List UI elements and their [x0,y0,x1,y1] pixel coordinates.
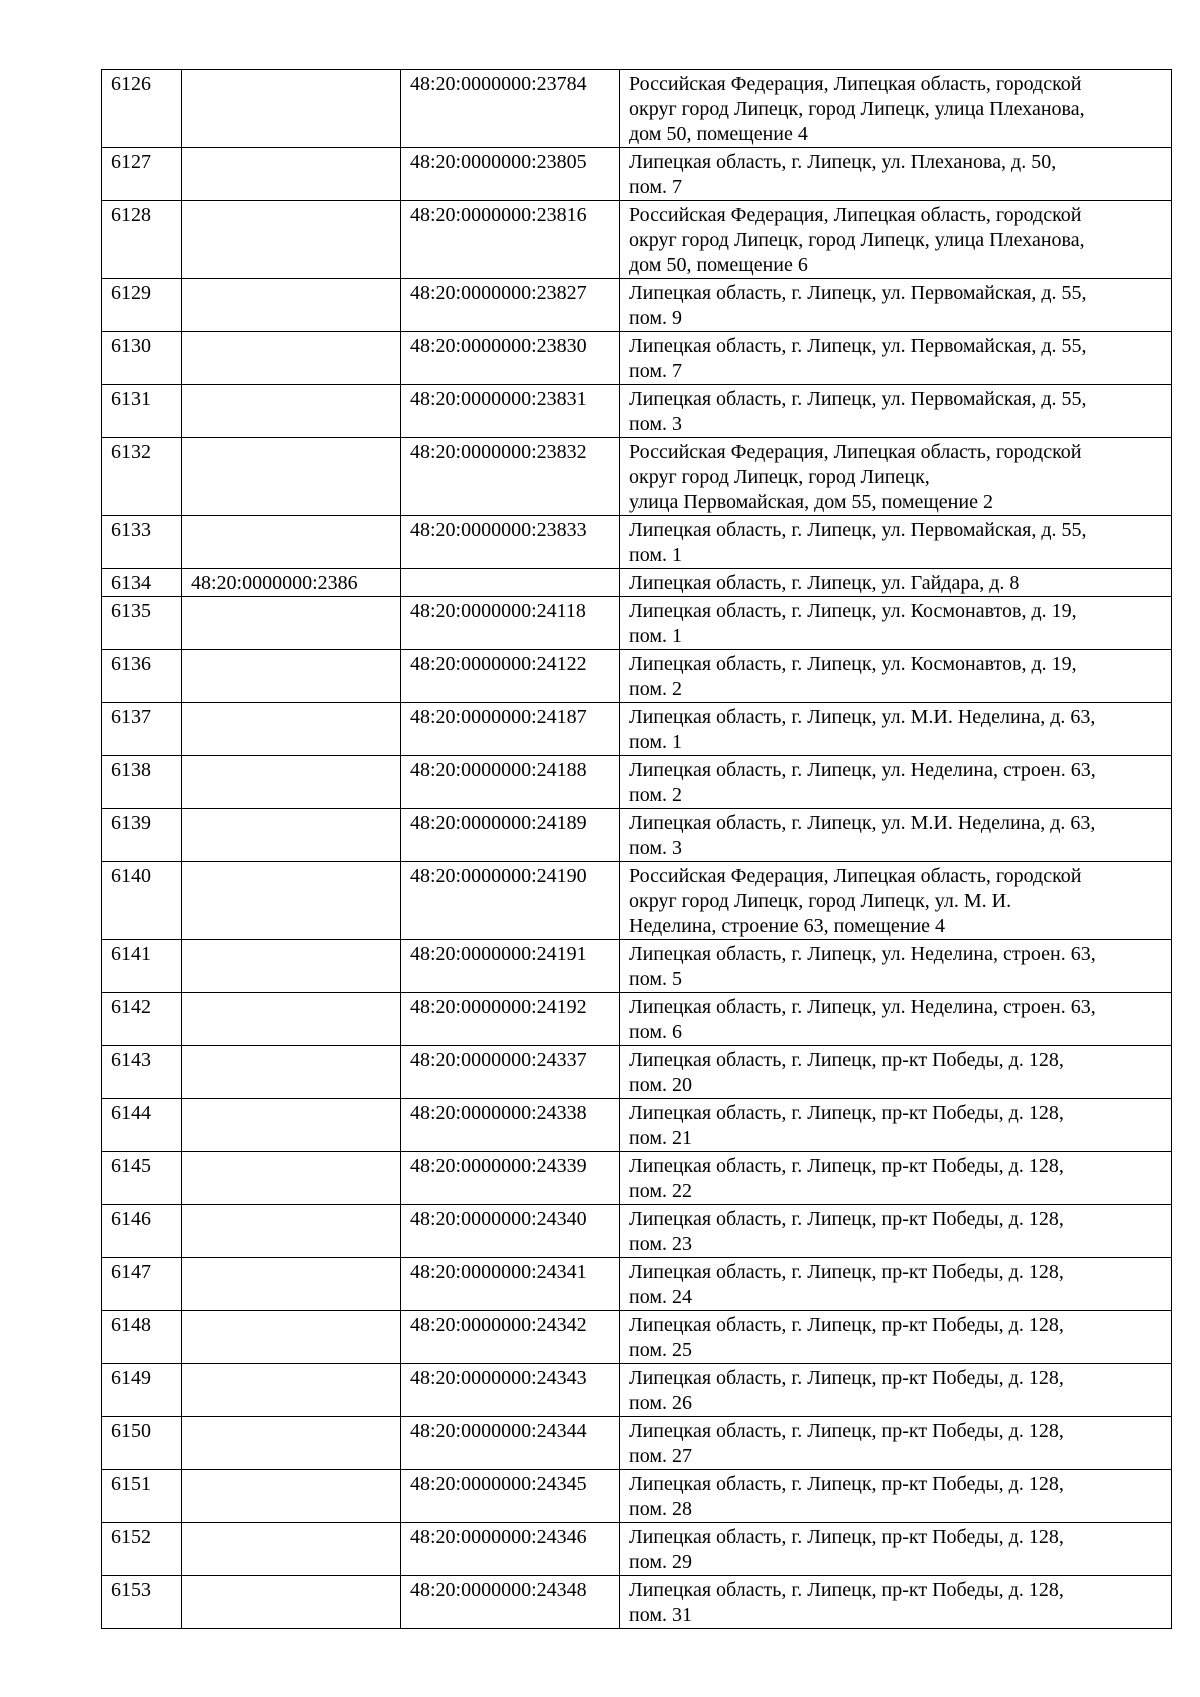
address-cell [620,1470,1172,1523]
cadastral-number-cell: 48:20:0000000:23816 [401,201,620,279]
address-line: дом 50, помещение 4 [629,123,808,145]
address-line: Липецкая область, г. Липецк, пр-кт Победы, д. 128, [629,1155,1064,1177]
row-number-cell: 6134 [102,569,182,597]
address-line: Российская Федерация, Липецкая область, городской [629,441,1082,463]
land-cadastral-number-cell [182,1364,401,1417]
land-cadastral-number-cell [182,1311,401,1364]
land-cadastral-number-cell [182,332,401,385]
address-cell [620,1099,1172,1152]
row-number-cell: 6142 [102,993,182,1046]
table-row [102,1258,1172,1311]
address-line: пом. 3 [629,413,682,435]
table-row [102,569,1172,597]
address-line: округ город Липецк, город Липецк, ул. М. И. [629,890,1012,912]
address-line: Липецкая область, г. Липецк, ул. Неделина, строен. 63, [629,759,1096,781]
cadastral-number-cell: 48:20:0000000:24344 [401,1417,620,1470]
cadastral-number-cell: 48:20:0000000:24188 [401,756,620,809]
address-line: дом 50, помещение 6 [629,254,808,276]
table-row [102,993,1172,1046]
table-row [102,1523,1172,1576]
registry-table [101,69,1172,1629]
table-row [102,148,1172,201]
cadastral-number-cell [401,569,620,597]
address-line: округ город Липецк, город Липецк, улица Плеханова, [629,229,1085,251]
table-row [102,201,1172,279]
land-cadastral-number-cell [182,809,401,862]
table-row [102,438,1172,516]
address-line: Липецкая область, г. Липецк, пр-кт Победы, д. 128, [629,1049,1064,1071]
address-cell [620,438,1172,516]
cadastral-number-cell: 48:20:0000000:23831 [401,385,620,438]
cadastral-number-cell: 48:20:0000000:24345 [401,1470,620,1523]
cadastral-number-cell: 48:20:0000000:24338 [401,1099,620,1152]
address-line: Российская Федерация, Липецкая область, городской [629,73,1082,95]
land-cadastral-number-cell [182,279,401,332]
table-row [102,70,1172,148]
row-number-cell: 6132 [102,438,182,516]
address-line: Липецкая область, г. Липецк, пр-кт Победы, д. 128, [629,1420,1064,1442]
table-row [102,279,1172,332]
address-cell [620,703,1172,756]
address-line: Неделина, строение 63, помещение 4 [629,915,946,937]
address-line: пом. 6 [629,1021,682,1043]
cadastral-number-cell: 48:20:0000000:24187 [401,703,620,756]
row-number-cell: 6149 [102,1364,182,1417]
address-cell [620,1523,1172,1576]
cadastral-number-cell: 48:20:0000000:24192 [401,993,620,1046]
row-number-cell: 6144 [102,1099,182,1152]
land-cadastral-number-cell [182,1523,401,1576]
row-number-cell: 6135 [102,597,182,650]
table-row [102,1205,1172,1258]
table-row [102,597,1172,650]
land-cadastral-number-cell [182,1417,401,1470]
address-line: Российская Федерация, Липецкая область, городской [629,204,1082,226]
land-cadastral-number-cell [182,516,401,569]
address-cell [620,1417,1172,1470]
row-number-cell: 6126 [102,70,182,148]
address-line: Липецкая область, г. Липецк, пр-кт Победы, д. 128, [629,1102,1064,1124]
cadastral-number-cell: 48:20:0000000:24348 [401,1576,620,1629]
land-cadastral-number-cell [182,148,401,201]
row-number-cell: 6127 [102,148,182,201]
row-number-cell: 6151 [102,1470,182,1523]
row-number-cell: 6137 [102,703,182,756]
address-cell [620,993,1172,1046]
table-row [102,516,1172,569]
land-cadastral-number-cell [182,993,401,1046]
address-cell [620,650,1172,703]
address-line: Липецкая область, г. Липецк, пр-кт Победы, д. 128, [629,1314,1064,1336]
land-cadastral-number-cell: 48:20:0000000:2386 [182,569,401,597]
address-line: пом. 1 [629,544,682,566]
row-number-cell: 6148 [102,1311,182,1364]
land-cadastral-number-cell [182,201,401,279]
cadastral-number-cell: 48:20:0000000:23805 [401,148,620,201]
address-cell [620,1046,1172,1099]
address-line: Липецкая область, г. Липецк, ул. Первомайская, д. 55, [629,388,1087,410]
address-cell [620,332,1172,385]
address-line: Липецкая область, г. Липецк, пр-кт Победы, д. 128, [629,1261,1064,1283]
land-cadastral-number-cell [182,597,401,650]
table-row [102,1152,1172,1205]
land-cadastral-number-cell [182,1205,401,1258]
cadastral-number-cell: 48:20:0000000:23832 [401,438,620,516]
address-line: Липецкая область, г. Липецк, пр-кт Победы, д. 128, [629,1473,1064,1495]
address-line: пом. 29 [629,1551,692,1573]
address-line: Липецкая область, г. Липецк, ул. Космонавтов, д. 19, [629,653,1077,675]
address-line: Липецкая область, г. Липецк, пр-кт Победы, д. 128, [629,1526,1064,1548]
land-cadastral-number-cell [182,703,401,756]
address-line: округ город Липецк, город Липецк, [629,466,930,488]
land-cadastral-number-cell [182,385,401,438]
cadastral-number-cell: 48:20:0000000:24191 [401,940,620,993]
cadastral-number-cell: 48:20:0000000:24122 [401,650,620,703]
cadastral-number-cell: 48:20:0000000:23830 [401,332,620,385]
address-line: пом. 22 [629,1180,692,1202]
cadastral-number-cell: 48:20:0000000:23827 [401,279,620,332]
address-line: пом. 2 [629,678,682,700]
table-row [102,650,1172,703]
cadastral-number-cell: 48:20:0000000:24339 [401,1152,620,1205]
row-number-cell: 6139 [102,809,182,862]
cadastral-number-cell: 48:20:0000000:23784 [401,70,620,148]
address-line: Липецкая область, г. Липецк, пр-кт Победы, д. 128, [629,1367,1064,1389]
address-line: пом. 23 [629,1233,692,1255]
table-row [102,385,1172,438]
row-number-cell: 6145 [102,1152,182,1205]
address-cell [620,70,1172,148]
cadastral-number-cell: 48:20:0000000:24342 [401,1311,620,1364]
row-number-cell: 6141 [102,940,182,993]
row-number-cell: 6146 [102,1205,182,1258]
land-cadastral-number-cell [182,438,401,516]
cadastral-number-cell: 48:20:0000000:24337 [401,1046,620,1099]
table-row [102,862,1172,940]
address-line: пом. 31 [629,1604,692,1626]
cadastral-number-cell: 48:20:0000000:24341 [401,1258,620,1311]
row-number-cell: 6147 [102,1258,182,1311]
row-number-cell: 6138 [102,756,182,809]
table-row [102,1576,1172,1629]
address-line: пом. 2 [629,784,682,806]
table-row [102,809,1172,862]
table-row [102,1364,1172,1417]
address-line: Липецкая область, г. Липецк, ул. Первомайская, д. 55, [629,282,1087,304]
row-number-cell: 6133 [102,516,182,569]
address-line: пом. 24 [629,1286,692,1308]
address-cell [620,385,1172,438]
cadastral-number-cell: 48:20:0000000:24340 [401,1205,620,1258]
land-cadastral-number-cell [182,1576,401,1629]
cadastral-number-cell: 48:20:0000000:24343 [401,1364,620,1417]
address-cell [620,516,1172,569]
table-row [102,940,1172,993]
address-line: пом. 1 [629,625,682,647]
cadastral-number-cell: 48:20:0000000:24189 [401,809,620,862]
address-line: Липецкая область, г. Липецк, ул. М.И. Неделина, д. 63, [629,812,1096,834]
table-row [102,703,1172,756]
table-row [102,1099,1172,1152]
land-cadastral-number-cell [182,70,401,148]
address-line: пом. 26 [629,1392,692,1414]
address-line: пом. 21 [629,1127,692,1149]
address-line: округ город Липецк, город Липецк, улица Плеханова, [629,98,1085,120]
address-line: пом. 7 [629,360,682,382]
address-line: пом. 28 [629,1498,692,1520]
land-cadastral-number-cell [182,940,401,993]
land-cadastral-number-cell [182,650,401,703]
table-row [102,1311,1172,1364]
address-cell [620,940,1172,993]
address-cell [620,569,1172,597]
row-number-cell: 6128 [102,201,182,279]
address-cell [620,1152,1172,1205]
address-line: пом. 1 [629,731,682,753]
row-number-cell: 6136 [102,650,182,703]
address-cell [620,756,1172,809]
address-line: Липецкая область, г. Липецк, ул. Космонавтов, д. 19, [629,600,1077,622]
address-line: Липецкая область, г. Липецк, ул. Первомайская, д. 55, [629,335,1087,357]
row-number-cell: 6140 [102,862,182,940]
address-line: пом. 25 [629,1339,692,1361]
row-number-cell: 6143 [102,1046,182,1099]
address-line: Липецкая область, г. Липецк, пр-кт Победы, д. 128, [629,1208,1064,1230]
address-line: пом. 3 [629,837,682,859]
address-line: улица Первомайская, дом 55, помещение 2 [629,491,993,513]
land-cadastral-number-cell [182,1470,401,1523]
row-number-cell: 6129 [102,279,182,332]
cadastral-number-cell: 48:20:0000000:24118 [401,597,620,650]
row-number-cell: 6153 [102,1576,182,1629]
table-row [102,1417,1172,1470]
address-line: пом. 5 [629,968,682,990]
address-line: пом. 7 [629,176,682,198]
address-line: Липецкая область, г. Липецк, ул. Гайдара, д. 8 [629,572,1020,594]
address-line: Липецкая область, г. Липецк, пр-кт Победы, д. 128, [629,1579,1064,1601]
address-cell [620,1311,1172,1364]
land-cadastral-number-cell [182,1046,401,1099]
address-cell [620,809,1172,862]
address-line: пом. 27 [629,1445,692,1467]
address-cell [620,597,1172,650]
address-line: Липецкая область, г. Липецк, ул. Неделина, строен. 63, [629,996,1096,1018]
row-number-cell: 6152 [102,1523,182,1576]
address-cell [620,148,1172,201]
address-cell [620,201,1172,279]
address-cell [620,1258,1172,1311]
land-cadastral-number-cell [182,756,401,809]
cadastral-number-cell: 48:20:0000000:24190 [401,862,620,940]
table-row [102,332,1172,385]
address-line: Липецкая область, г. Липецк, ул. Неделина, строен. 63, [629,943,1096,965]
address-cell [620,1576,1172,1629]
land-cadastral-number-cell [182,1258,401,1311]
land-cadastral-number-cell [182,862,401,940]
table-row [102,1046,1172,1099]
registry-table-body [102,70,1172,1629]
address-line: Российская Федерация, Липецкая область, городской [629,865,1082,887]
land-cadastral-number-cell [182,1099,401,1152]
address-cell [620,279,1172,332]
address-cell [620,862,1172,940]
table-row [102,756,1172,809]
address-line: пом. 9 [629,307,682,329]
row-number-cell: 6131 [102,385,182,438]
address-line: пом. 20 [629,1074,692,1096]
address-cell [620,1205,1172,1258]
table-row [102,1470,1172,1523]
row-number-cell: 6150 [102,1417,182,1470]
cadastral-number-cell: 48:20:0000000:24346 [401,1523,620,1576]
address-line: Липецкая область, г. Липецк, ул. Первомайская, д. 55, [629,519,1087,541]
address-line: Липецкая область, г. Липецк, ул. Плеханова, д. 50, [629,151,1057,173]
row-number-cell: 6130 [102,332,182,385]
land-cadastral-number-cell [182,1152,401,1205]
cadastral-number-cell: 48:20:0000000:23833 [401,516,620,569]
address-line: Липецкая область, г. Липецк, ул. М.И. Неделина, д. 63, [629,706,1096,728]
address-cell [620,1364,1172,1417]
